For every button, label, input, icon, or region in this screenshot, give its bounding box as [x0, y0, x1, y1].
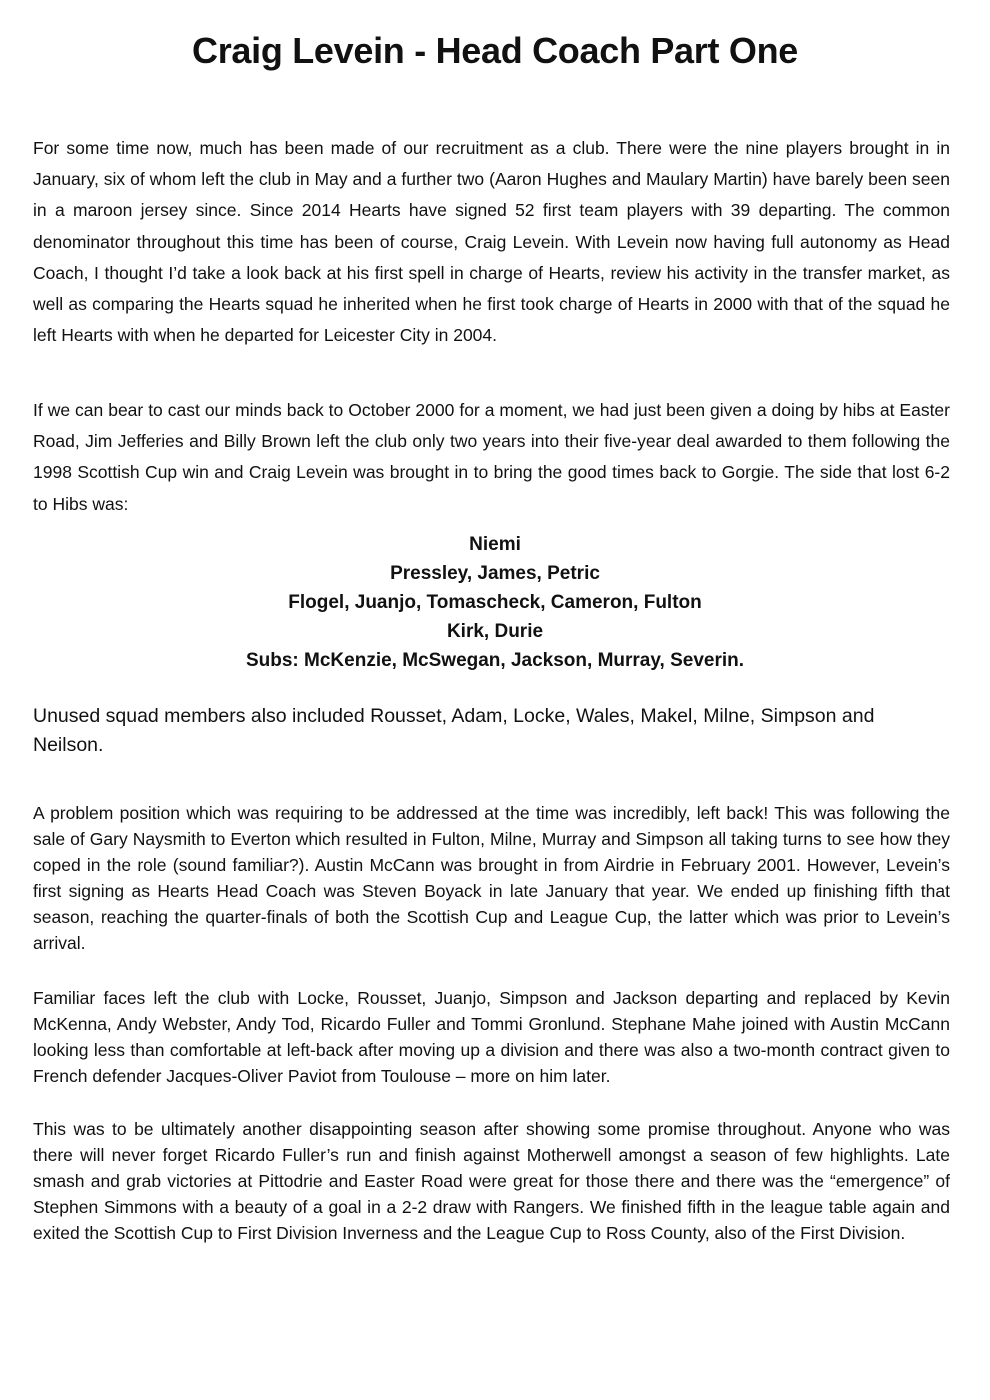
paragraph-left-back: A problem position which was requiring to be addressed at the time was incredibly, left back! This was following the sale of Gary Naysmith to Everton which resulted in Fulton, Milne, Murray and Simpson all taking turns to see how they coped in the role (sound familiar?). Austin McCann was brought in from Airdrie in February 2001. However, Levein’s first signing as Hearts Head Coach was Steven Boyack in late January that year. We ended up finishing fifth that season, reaching the quarter-finals of both the Scottish Cup and League Cup, the latter which was prior to Levein’s arrival.	[33, 803, 950, 953]
paragraph-disappointing-season: This was to be ultimately another disappointing season after showing some promise throughout. Anyone who was there will never forget Ricardo Fuller’s run and finish against Motherwell amongst a season of few highlights. Late smash and grab victories at Pittodrie and Easter Road were great for those there and there was the “emergence” of Stephen Simmons with a beauty of a goal in a 2-2 draw with Rangers. We finished fifth in the league table again and exited the Scottish Cup to First Division Inverness and the League Cup to Ross County, also of the First Division.	[33, 1119, 950, 1243]
team-lineup	[0, 530, 990, 675]
paragraph-october-2000: If we can bear to cast our minds back to October 2000 for a moment, we had just been given a doing by hibs at Easter Road, Jim Jefferies and Billy Brown left the club only two years into their five-year deal awarded to them following the 1998 Scottish Cup win and Craig Levein was brought in to bring the good times back to Gorgie. The side that lost 6-2 to Hibs was:	[33, 400, 950, 514]
lineup-attack: Kirk, Durie	[446, 621, 544, 642]
paragraph-familiar-faces: Familiar faces left the club with Locke, Rousset, Juanjo, Simpson and Jackson departing and replaced by Kevin McKenna, Andy Webster, Andy Tod, Ricardo Fuller and Tommi Gronlund. Stephane Mahe joined with Austin McCann looking less than comfortable at left-back after moving up a division and there was also a two-month contract given to French defender Jacques-Oliver Paviot from Toulouse – more on him later.	[33, 988, 950, 1086]
lineup-midfield: Flogel, Juanjo, Tomascheck, Cameron, Fulton	[288, 592, 702, 613]
lineup-goalkeeper: Niemi	[469, 534, 521, 555]
lineup-defence: Pressley, James, Petric	[390, 563, 600, 584]
page-title: Craig Levein - Head Coach Part One	[192, 30, 798, 71]
lineup-subs: Subs: McKenzie, McSwegan, Jackson, Murray, Severin.	[245, 650, 745, 671]
paragraph-intro: For some time now, much has been made of our recruitment as a club. There were the nine players brought in in January, six of whom left the club in May and a further two (Aaron Hughes and Maulary Martin) have barely been seen in a maroon jersey since. Since 2014 Hearts have signed 52 first team players with 39 departing. The common denominator throughout this time has been of course, Craig Levein. With Levein now having full autonomy as Head Coach, I thought I’d take a look back at his first spell in charge of Hearts, review his activity in the transfer market, as well as comparing the Hearts squad he inherited when he first took charge of Hearts in 2000 with that of the squad he left Hearts with when he departed for Leicester City in 2004.	[33, 138, 950, 346]
paragraph-unused-squad: Unused squad members also included Rousset, Adam, Locke, Wales, Makel, Milne, Simpson and Neilson.	[33, 705, 875, 756]
